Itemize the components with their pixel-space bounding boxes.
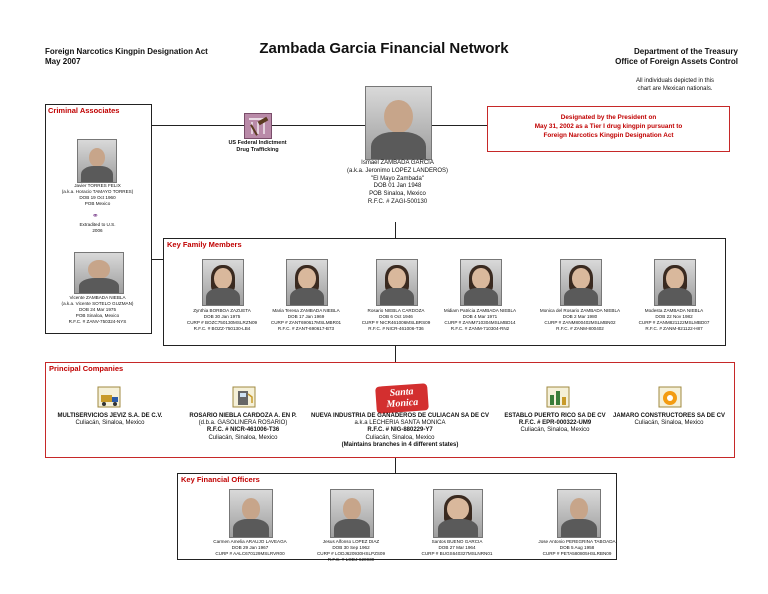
family-curp: CURP # ZANM800402MSLMBN02: [544, 320, 616, 325]
associate-pob: POB Sinaloa, Mexico: [75, 313, 120, 318]
family-rfc: R.F.C. # ZANM-710304-RN2: [450, 326, 510, 331]
department-name: Department of the Treasury: [633, 47, 738, 56]
construction-icon: [657, 385, 683, 409]
officer-name: Jose Antonio PEREGRINA TABOADA: [538, 539, 616, 544]
principal-companies-heading: Principal Companies: [49, 364, 124, 373]
officer-curp: CURP # AALC670129MSLRVR00: [215, 551, 285, 556]
act-date: May 2007: [45, 57, 81, 66]
extradition-year: 2006: [92, 228, 103, 233]
kingpin-details: [320, 160, 475, 207]
associate-aka: (a.k.a. Vicente SOTELO GUZMAN): [61, 301, 134, 306]
family-member-card: [356, 308, 436, 332]
officer-photo: [433, 489, 483, 538]
family-rfc: R.F.C. # BOZZ-750130-LB4: [193, 326, 251, 331]
company-aka: a.k.a LECHERIA SANTA MONICA: [354, 420, 446, 427]
officer-dob: DOB 5 Aug 1958: [559, 545, 595, 550]
kingpin-dob: DOB 01 Jan 1948: [373, 183, 422, 190]
company-location: Culiacán, Sinaloa, Mexico: [365, 434, 435, 441]
family-name: Zynthia BORBOA ZAZUETA: [193, 308, 251, 313]
associate-name: Javier TORRES FELIX: [74, 183, 121, 188]
company-name: MULTISERVICIOS JEVIZ S.A. DE C.V.: [57, 413, 163, 419]
associate-1-details: [46, 183, 149, 207]
family-curp: CURP # BOZC750130MSLRZN09: [186, 320, 258, 325]
family-curp: CURP # NICR461006MSLBRS09: [361, 320, 431, 325]
family-dob: DOB 6 Oct 1946: [379, 314, 413, 319]
family-photo: [286, 259, 328, 306]
company-card: [305, 413, 495, 449]
note-line-2: chart are Mexican nationals.: [637, 85, 713, 92]
officer-curp: CURP # LODJ620930HSLPZS09: [316, 551, 386, 556]
kingpin-pob: POB Sinaloa, Mexico: [369, 191, 426, 198]
connector: [151, 259, 163, 260]
family-name: Modesta ZAMBADA NIEBLA: [644, 308, 704, 313]
company-rfc: R.F.C. # NIG-880229-Y7: [367, 427, 433, 434]
extradition-note: Extradited to U.S.: [79, 222, 116, 227]
company-location: Culiacán, Sinaloa, Mexico: [634, 420, 704, 427]
family-dob: DOB 22 Nov 1982: [655, 314, 693, 319]
family-name: Maria Teresa ZAMBADA NIEBLA: [272, 308, 340, 313]
header-right: [615, 47, 738, 67]
family-rfc: R.F.C. # ZANM-800402: [556, 326, 604, 331]
family-member-card: [440, 308, 520, 332]
family-rfc: R.F.C. # ZANM-821122-H87: [645, 326, 703, 331]
family-photo: [202, 259, 244, 306]
kingpin-photo: [365, 86, 432, 160]
company-rfc: R.F.C. # NICR-461006-T36: [206, 427, 280, 434]
officer-card: [200, 539, 300, 557]
company-card: [605, 413, 733, 427]
designation-line-1: Designated by the President on: [560, 114, 657, 121]
connector: [430, 125, 487, 126]
family-curp: CURP # ZANT690617MSLMBR01: [270, 320, 342, 325]
page-title: Zambada Garcia Financial Network: [259, 40, 509, 57]
associate-1-extradition: [46, 222, 149, 234]
company-name: ESTABLO PUERTO RICO SA DE CV: [504, 413, 606, 419]
office-name: Office of Foreign Assets Control: [615, 57, 738, 66]
associate-photo: [74, 252, 124, 294]
officer-card: [522, 539, 632, 557]
officer-name: Carmen Amelia ARAUJO LAVEAGA: [213, 539, 287, 544]
officer-rfc: R.F.C. # LODJ-620930: [327, 557, 375, 562]
company-rfc: R.F.C. # EPR-000322-UM9: [518, 420, 592, 427]
family-member-card: [266, 308, 346, 332]
company-name: ROSARIO NIEBLA CARDOZA A. EN P.: [189, 413, 297, 419]
family-member-card: [182, 308, 262, 332]
santa-monica-logo: [375, 383, 429, 414]
officer-card: [407, 539, 507, 557]
associate-aka: (a.k.a. Horacio TAMAYO TORRES): [61, 189, 134, 194]
financial-officers-heading: Key Financial Officers: [181, 475, 260, 484]
family-name: Midiam Patricia ZAMBADA NIEBLA: [443, 308, 517, 313]
criminal-associates-heading: Criminal Associates: [48, 106, 120, 115]
indictment-line-2: Drug Trafficking: [236, 147, 279, 153]
family-dob: DOB 4 Mar 1971: [462, 314, 498, 319]
designation-line-2: May 31, 2002 as a Tier I drug kingpin pursuant to: [534, 123, 683, 130]
company-card: [490, 413, 620, 435]
associate-name: Vicente ZAMBADA NIEBLA: [69, 295, 126, 300]
gavel-icon: [244, 113, 272, 139]
family-dob: DOB 2 Mar 1980: [562, 314, 598, 319]
officer-name: Jesus Alfonso LOPEZ DIAZ: [322, 539, 380, 544]
company-location: Culiacán, Sinaloa, Mexico: [208, 434, 278, 441]
officer-dob: DOB 27 Mar 1964: [438, 545, 476, 550]
company-location: Culiacán, Sinaloa, Mexico: [520, 427, 590, 434]
kingpin-alias: "El Mayo Zambada": [371, 175, 424, 182]
connector: [395, 456, 396, 473]
officer-photo: [330, 489, 374, 538]
associate-dob: DOB 24 Mar 1975: [78, 307, 117, 312]
family-photo: [560, 259, 602, 306]
family-photo: [654, 259, 696, 306]
officer-name: Santos BUENO GARCIA: [431, 539, 483, 544]
officer-curp: CURP # PETA580805HSLRBN09: [542, 551, 612, 556]
company-card: [178, 413, 308, 442]
company-card: [50, 413, 170, 427]
family-photo: [376, 259, 418, 306]
designation-box: [487, 106, 730, 152]
handcuffs-icon: ⚭: [92, 211, 99, 220]
family-dob: DOB 30 Jan 1975: [203, 314, 241, 319]
associate-photo: [77, 139, 117, 183]
family-rfc: R.F.C. # NICR-461006-T36: [368, 326, 424, 331]
company-name: NUEVA INDUSTRIA DE GANADEROS DE CULIACAN SA DE CV: [311, 413, 489, 419]
logo-word-2: Monica: [386, 396, 419, 411]
officer-dob: DOB 30 Sep 1962: [332, 545, 370, 550]
associate-2-details: [46, 295, 149, 325]
company-dba: (d.b.a. GASOLINERA ROSARIO): [198, 420, 288, 427]
family-name: Rosario NIEBLA CARDOZA: [367, 308, 425, 313]
associate-dob: DOB 19 Oct 1960: [79, 195, 116, 200]
designation-line-3: Foreign Narcotics Kingpin Designation Act: [543, 132, 674, 139]
logo-word-1: Santa: [389, 386, 414, 399]
associate-rfc: R.F.C. # ZANV-750324-NYS: [68, 319, 127, 324]
family-members-heading: Key Family Members: [167, 240, 242, 249]
connector: [395, 222, 396, 238]
family-rfc: R.F.C. # ZANT-690617-B73: [277, 326, 335, 331]
connector: [395, 344, 396, 362]
company-name: JAMARO CONSTRUCTORES SA DE CV: [612, 413, 725, 419]
note-line-1: All individuals depicted in this: [635, 78, 715, 84]
officer-dob: DOB 29 Jan 1967: [231, 545, 269, 550]
kingpin-aka: (a.k.a. Jeronimo LOPEZ LANDEROS): [346, 167, 449, 174]
indictment-line-1: US Federal Indictment: [228, 140, 287, 146]
kingpin-rfc: R.F.C. # ZAGI-500130: [367, 198, 428, 205]
kingpin-name: Ismael ZAMBADA GARCIA: [361, 160, 434, 166]
truck-icon: [96, 385, 122, 409]
associate-pob: POB Mexico: [84, 201, 111, 206]
barn-icon: [545, 385, 571, 409]
family-curp: CURP # ZANM710304MSLMBD14: [444, 320, 516, 325]
family-dob: DOB 17 Jan 1969: [287, 314, 325, 319]
indictment-label: [210, 140, 305, 154]
officer-curp: CURP # BUGS640327MSLNRN01: [421, 551, 493, 556]
officer-card: [300, 539, 402, 563]
family-member-card: [536, 308, 624, 332]
officer-photo: [229, 489, 273, 538]
family-name: Monica del Rosario ZAMBADA NIEBLA: [539, 308, 621, 313]
act-title: Foreign Narcotics Kingpin Designation Act: [45, 47, 208, 56]
family-member-card: [634, 308, 714, 332]
nationality-note: [620, 78, 730, 93]
company-branches: (Maintains branches in 4 different states): [341, 441, 459, 448]
family-photo: [460, 259, 502, 306]
gas-pump-icon: [231, 385, 257, 409]
company-location: Culiacán, Sinaloa, Mexico: [75, 420, 145, 427]
officer-photo: [557, 489, 601, 538]
family-curp: CURP # ZANM821122MSLMBD07: [638, 320, 710, 325]
